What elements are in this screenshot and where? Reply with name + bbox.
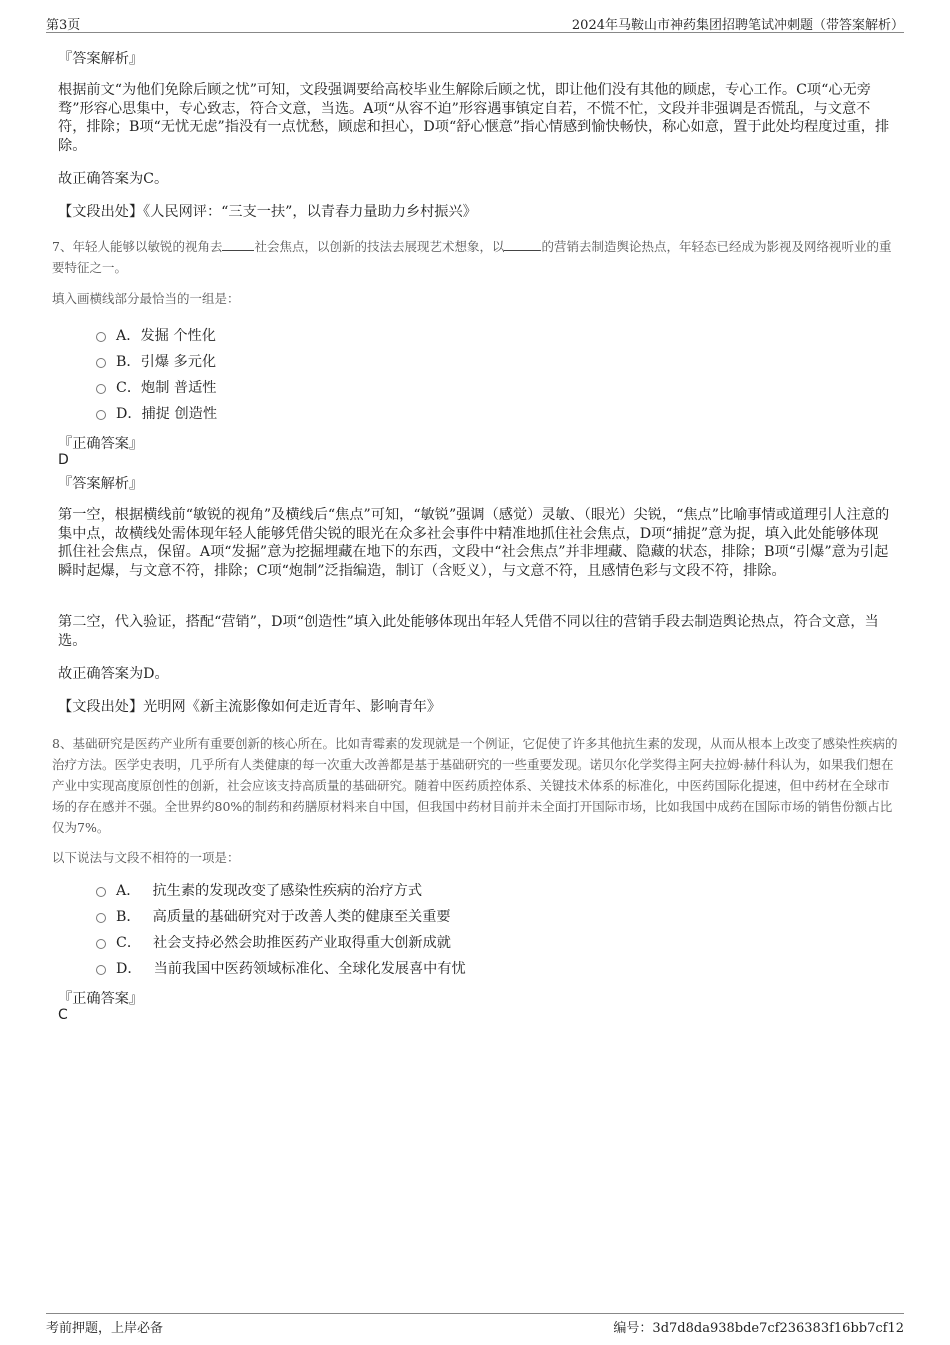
radio-icon[interactable]	[96, 939, 106, 949]
radio-icon[interactable]	[96, 887, 106, 897]
q7-option-d[interactable]: D．捕捉 创造性	[96, 404, 217, 424]
q6-source: 【文段出处】《人民网评：“三支一扶”，以青春力量助力乡村振兴》	[58, 204, 477, 220]
q7-prompt: 填入画横线部分最恰当的一组是：	[52, 291, 240, 306]
q7-source: 【文段出处】光明网《新主流影像如何走近青年、影响青年》	[58, 699, 442, 715]
radio-icon[interactable]	[96, 358, 106, 368]
radio-icon[interactable]	[96, 332, 106, 342]
q8-prompt: 以下说法与文段不相符的一项是：	[52, 850, 240, 865]
q8-option-d[interactable]: D． 当前我国中医药领域标准化、全球化发展喜中有忧	[96, 959, 466, 979]
q7-analysis-label: 『答案解析』	[58, 476, 144, 492]
q7-analysis-p2: 第二空，代入验证，搭配“营销”，D项“创造性”填入此处能够体现出年轻人凭借不同以往的营销手段去制造舆论热点，符合文意，当选。	[58, 614, 879, 649]
q7-conclusion: 故正确答案为D。	[58, 666, 169, 682]
q8-correct-answer: C	[58, 1007, 68, 1023]
footer-slogan: 考前押题，上岸必备	[46, 1321, 164, 1336]
q8-option-b[interactable]: B． 高质量的基础研究对于改善人类的健康至关重要	[96, 907, 451, 927]
q6-analysis-text: 根据前文“为他们免除后顾之忧”可知，文段强调要给高校毕业生解除后顾之忧，即让他们没有其他的顾虑，专心工作。C项“心无旁骛”形容心思集中，专心致志，符合文意，当选。A项“从容不迫”形容遇事镇定自若，不慌不忙，文段并非强调是否慌乱，与文意不符，排除；B项“无忧无虑”指没有一点忧愁，顾虑和担心，D项“舒心惬意”指心情感到愉快畅快，称心如意，置于此处均程度过重，排除。	[58, 82, 890, 154]
q7-option-a[interactable]: A．发掘 个性化	[96, 326, 216, 346]
document-title: 2024年马鞍山市神药集团招聘笔试冲刺题（带答案解析）	[571, 18, 904, 33]
blank-1	[222, 238, 254, 251]
q7-correct-answer: D	[58, 452, 69, 468]
page-footer	[46, 1313, 904, 1336]
q8-option-a[interactable]: A． 抗生素的发现改变了感染性疾病的治疗方式	[96, 881, 422, 901]
q7-analysis-p1: 第一空，根据横线前“敏锐的视角”及横线后“焦点”可知，“敏锐”强调（感觉）灵敏、（眼光）尖锐，“焦点”比喻事情或道理引人注意的集中点，故横线处需体现年轻人能够凭借尖锐的眼光在众多社会事件中精准地抓住社会焦点，D项“捕捉”意为捉，填入此处能够体现抓住社会焦点，保留。A项“发掘”意为挖掘埋藏在地下的东西，文段中“社会焦点”并非埋藏、隐藏的状态，排除；B项“引爆”意为引起瞬时起爆，与文意不符，排除；C项“炮制”泛指编造，制订（含贬义），与文意不符，且感情色彩与文段不符，排除。	[58, 507, 890, 579]
q7-option-b[interactable]: B．引爆 多元化	[96, 352, 216, 372]
q6-analysis-label: 『答案解析』	[58, 51, 144, 67]
q7-stem: 7、年轻人能够以敏锐的视角去 社会焦点，以创新的技法去展现艺术想象，以 的营销去制造舆论热点，年轻态已经成为影视及网络视听业的重要特征之一。	[52, 239, 892, 275]
q6-conclusion: 故正确答案为C。	[58, 171, 169, 187]
radio-icon[interactable]	[96, 913, 106, 923]
radio-icon[interactable]	[96, 384, 106, 394]
q7-correct-label: 『正确答案』	[58, 436, 144, 452]
radio-icon[interactable]	[96, 965, 106, 975]
q8-stem: 8、基础研究是医药产业所有重要创新的核心所在。比如青霉素的发现就是一个例证，它促使了许多其他抗生素的发现，从而从根本上改变了感染性疾病的治疗方法。医学史表明，几乎所有人类健康的每一次重大改善都是基于基础研究的一些重要发现。诺贝尔化学奖得主阿夫拉姆·赫什科认为，如果我们想在产业中实现高度原创性的创新，社会应该支持高质量的基础研究。随着中医药质控体系、关键技术体系的标准化，中医药国际化提速，但中药材在全球市场的存在感并不强。全世界约80%的制药和药膳原材料来自中国，但我国中药材目前并未全面打开国际市场，比如我国中成药在国际市场的销售份额占比仅为7%。	[52, 736, 898, 835]
page-number: 第3页	[46, 18, 81, 33]
blank-2	[504, 238, 541, 251]
document-id: 编号：3d7d8da938bde7cf236383f16bb7cf12	[613, 1321, 904, 1336]
radio-icon[interactable]	[96, 410, 106, 420]
q8-correct-label: 『正确答案』	[58, 991, 144, 1007]
q7-option-c[interactable]: C．炮制 普适性	[96, 378, 217, 398]
q8-option-c[interactable]: C． 社会支持必然会助推医药产业取得重大创新成就	[96, 933, 451, 953]
page-header	[46, 10, 904, 33]
